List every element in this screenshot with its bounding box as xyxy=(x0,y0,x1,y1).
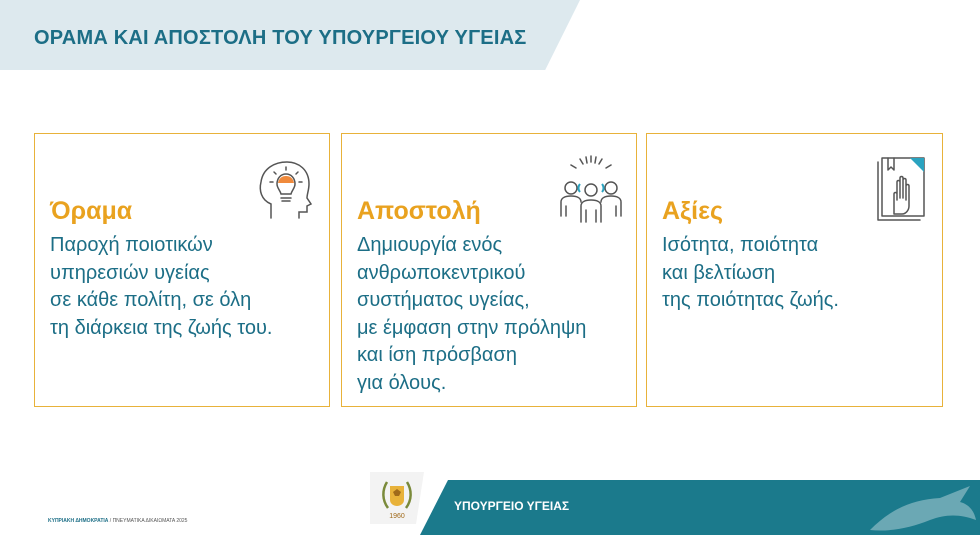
dove-watermark-icon xyxy=(850,480,980,535)
vision-text xyxy=(50,232,321,342)
mission-card xyxy=(341,133,637,407)
mission-heading: Αποστολή xyxy=(357,197,481,225)
head-lightbulb-icon xyxy=(251,154,317,224)
copyright-label: / ΠΝΕΥΜΑΤΙΚΑ ΔΙΚΑΙΩΜΑΤΑ 2025 xyxy=(108,518,188,524)
page-title: ΟΡΑΜΑ ΚΑΙ ΑΠΟΣΤΟΛΗ ΤΟΥ ΥΠΟΥΡΓΕΙΟΥ ΥΓΕΙΑΣ xyxy=(34,27,527,49)
values-heading: Αξίες xyxy=(662,197,723,225)
vision-heading: Όραμα xyxy=(50,197,133,225)
text-line: για όλους. xyxy=(357,371,447,394)
mission-text xyxy=(357,232,628,397)
text-line: σε κάθε πολίτη, σε όλη xyxy=(50,289,252,311)
ministry-label: ΥΠΟΥΡΓΕΙΟ ΥΓΕΙΑΣ xyxy=(454,499,570,513)
text-line: Δημιουργία ενός xyxy=(357,234,503,256)
text-line: με έμφαση στην πρόληψη xyxy=(357,316,587,339)
copyright-text xyxy=(48,518,187,524)
text-line: υπηρεσιών υγείας xyxy=(50,261,210,284)
cyprus-emblem-icon xyxy=(362,466,432,528)
text-line: τη διάρκεια της ζωής του. xyxy=(50,316,273,339)
values-text xyxy=(662,232,934,315)
text-line: και ίση πρόσβαση xyxy=(357,344,517,366)
text-line: της ποιότητας ζωής. xyxy=(662,289,839,311)
text-line: ανθρωποκεντρικού xyxy=(357,261,526,284)
people-group-icon xyxy=(558,154,624,224)
values-card xyxy=(646,133,943,407)
hand-on-book-icon xyxy=(864,154,930,224)
text-line: Ισότητα, ποιότητα xyxy=(662,234,819,256)
vision-card xyxy=(34,133,330,407)
republic-label: ΚΥΠΡΙΑΚΗ ΔΗΜΟΚΡΑΤΙΑ xyxy=(48,518,109,524)
text-line: και βελτίωση xyxy=(662,261,776,284)
text-line: συστήματος υγείας, xyxy=(357,289,530,311)
svg-text:1960: 1960 xyxy=(389,513,405,520)
text-line: Παροχή ποιοτικών xyxy=(50,234,213,256)
